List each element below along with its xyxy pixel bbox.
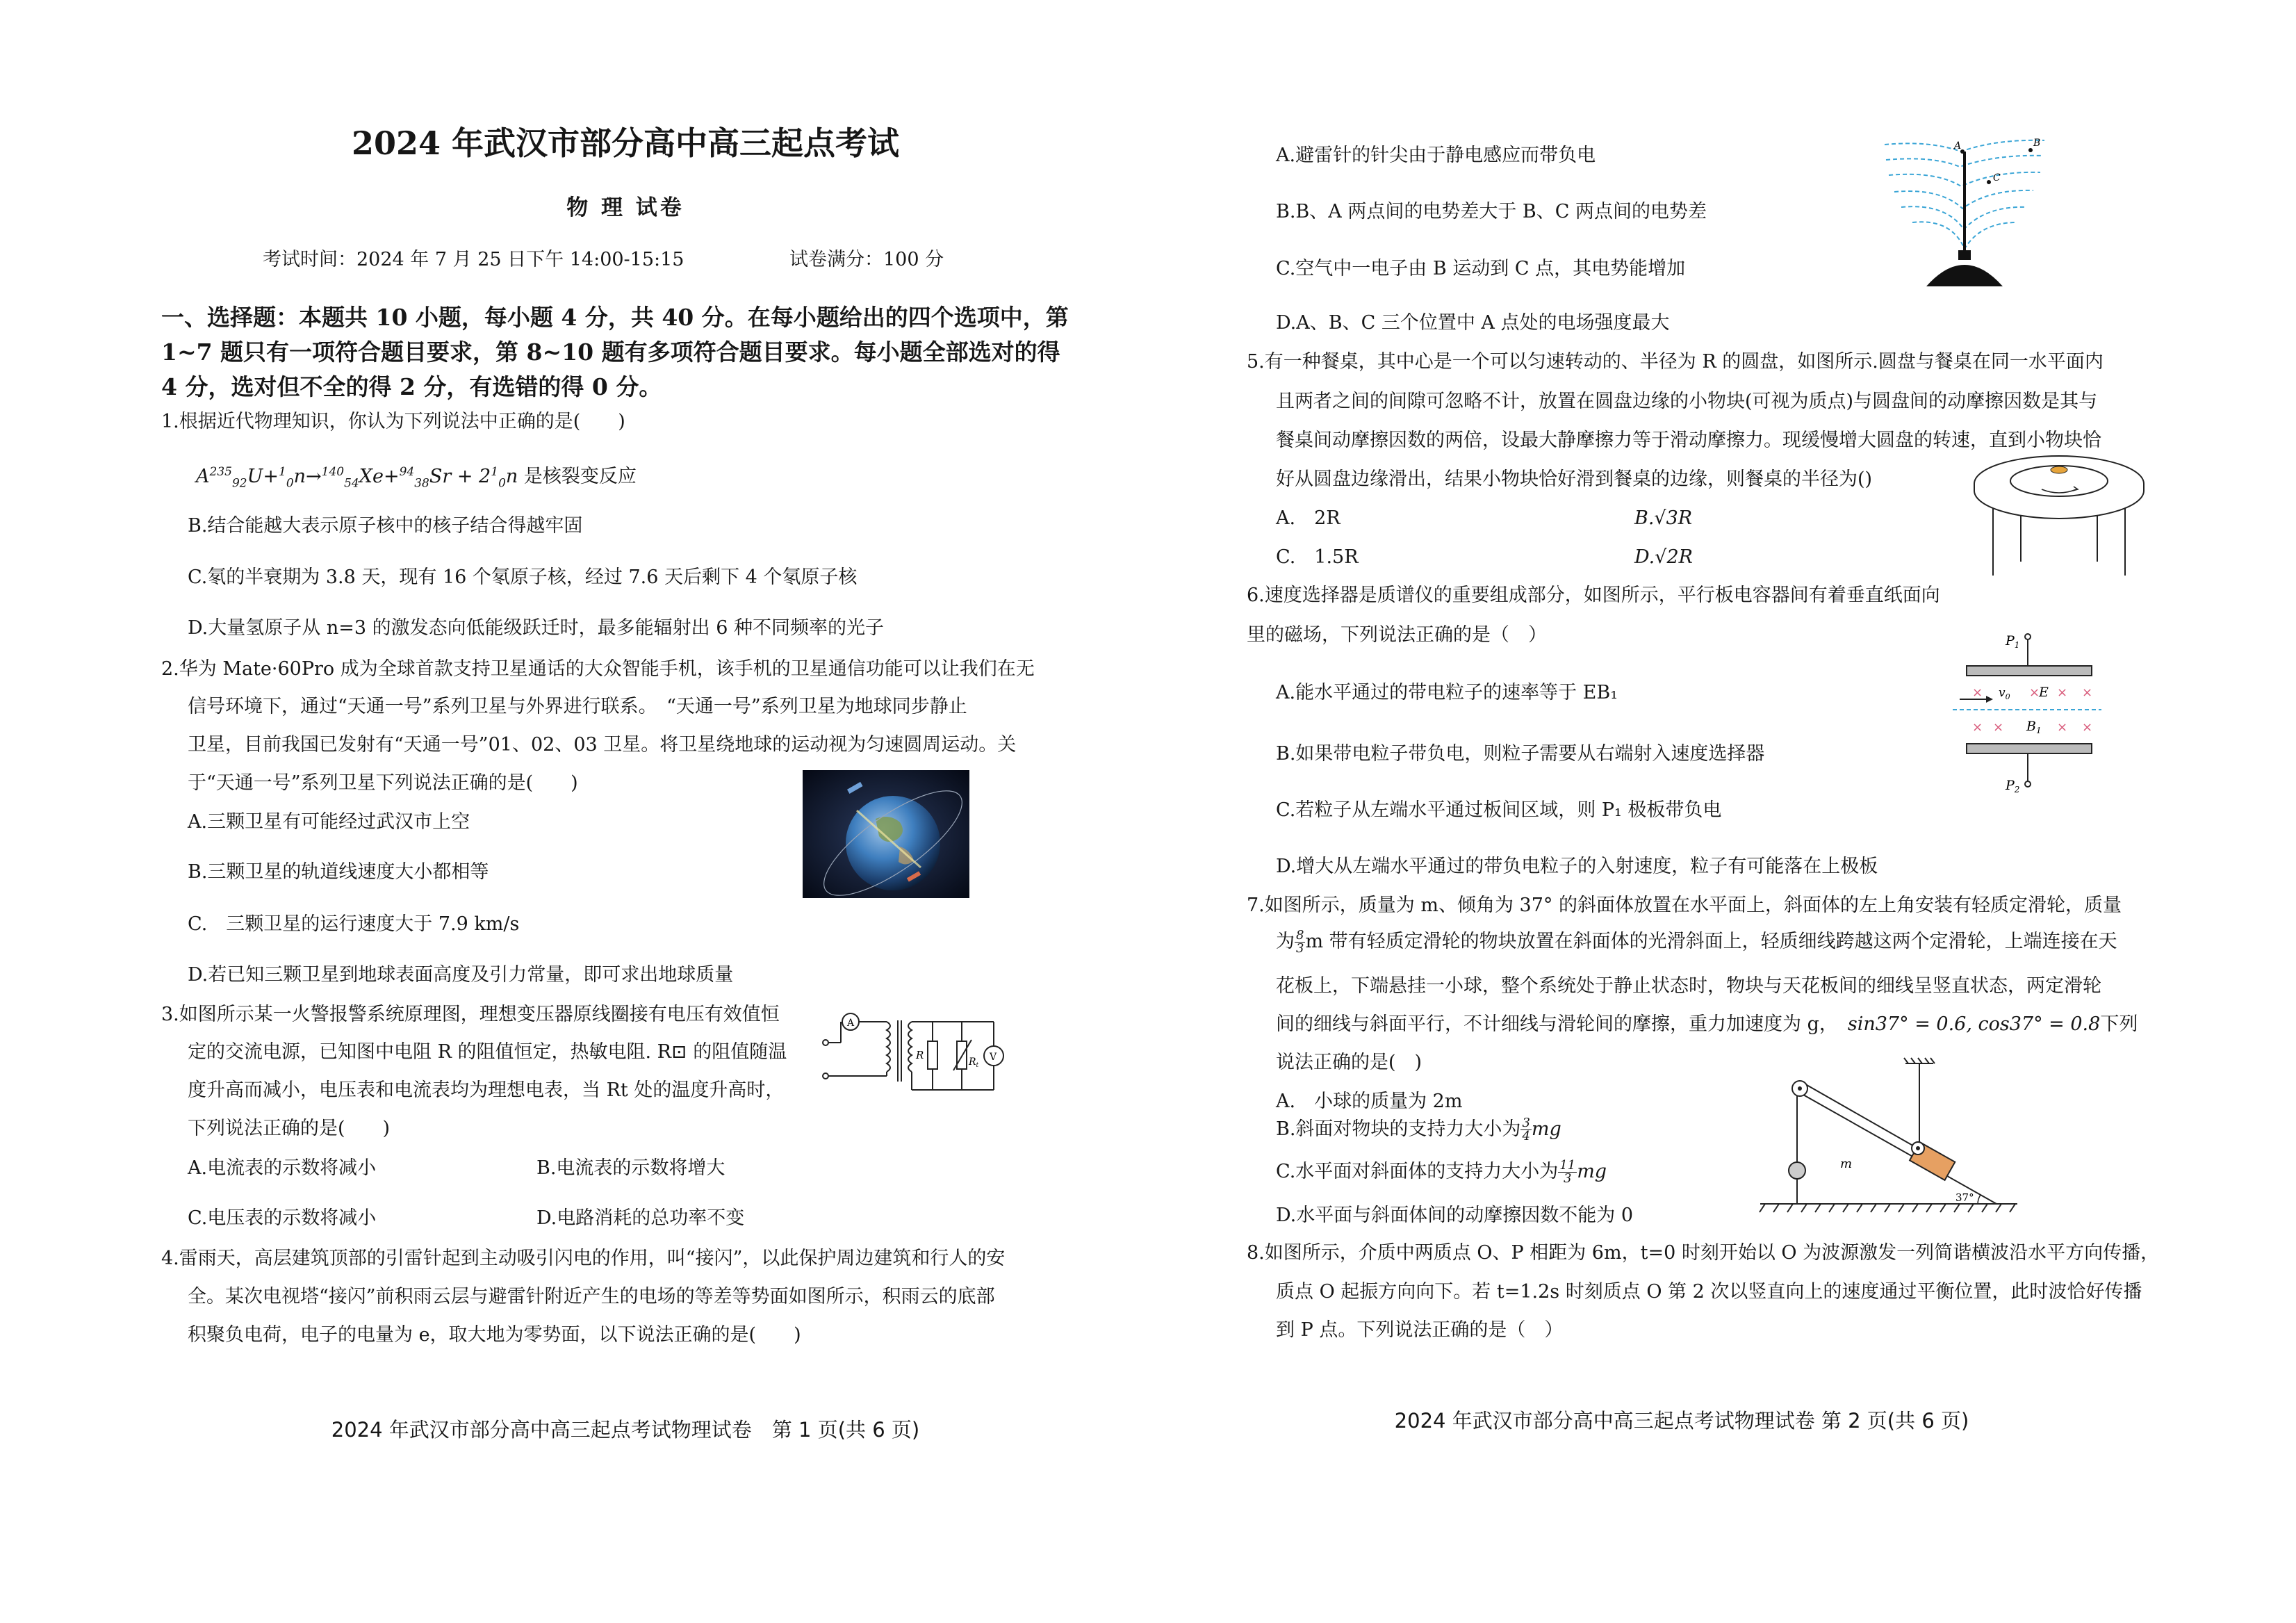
q7-line-2 [1276, 929, 2117, 955]
q7-line-2-pre: 为 [1276, 931, 1295, 952]
q5-line-1: 5.有一种餐桌，其中心是一个可以匀速转动的、半径为 R 的圆盘，如图所示.圆盘与餐桌在同一水平面内 [1247, 351, 2104, 373]
q4-line-1: 4.雷雨天，高层建筑顶部的引雷针起到主动吸引闪电的作用，叫“接闪”，以此保护周边建筑和行人的安 [161, 1248, 1006, 1269]
q7-option-c [1276, 1159, 1607, 1185]
point-a-label: A [1954, 140, 1962, 152]
incline-angle-label: 37° [1955, 1191, 1974, 1204]
q4-line-2: 全。某次电视塔“接闪”前积雨云层与避雷针附近产生的电场的等差等势面如图所示，积雨云的底部 [188, 1286, 995, 1307]
q7-option-c-text: C.水平面对斜面体的支持力大小为 [1276, 1161, 1559, 1182]
satellite-earth-figure [803, 770, 969, 898]
q1-option-a [196, 460, 637, 495]
lightning-rod-equipotential-figure [1885, 132, 2048, 288]
q3-option-c: C.电压表的示数将减小 [188, 1207, 377, 1229]
v0-label: $v_0$ [1999, 686, 2010, 701]
svg-text:×: × [2029, 685, 2040, 700]
q2-line-2: 信号环境下，通过“天通一号”系列卫星与外界进行联系。 “天通一号”系列卫星为地球同步静止 [188, 696, 967, 717]
q1-option-d: D.大量氢原子从 n=3 的激发态向低能级跃迁时，最多能辐射出 6 种不同频率的光子 [188, 617, 884, 639]
q4-option-a: A.避雷针的针尖由于静电感应而带负电 [1276, 145, 1596, 166]
q7-option-d: D.水平面与斜面体间的动摩擦因数不能为 0 [1276, 1205, 1634, 1226]
svg-text:×: × [2082, 720, 2093, 735]
svg-text:×: × [1972, 720, 1983, 735]
svg-text:×: × [2082, 685, 2093, 700]
q1-option-b: B.结合能越大表示原子核中的核子结合得越牢固 [188, 515, 583, 537]
q6-option-a: A.能水平通过的带电粒子的速率等于 EB₁ [1276, 682, 1618, 703]
q7-option-b-fraction: $\frac{3}{4}$ [1522, 1116, 1530, 1143]
q1-stem: 1.根据近代物理知识，你认为下列说法中正确的是( ) [161, 411, 625, 432]
q2-line-1: 2.华为 Mate·60Pro 成为全球首款支持卫星通话的大众智能手机，该手机的卫星通信功能可以让我们在无 [161, 658, 1035, 680]
q3-line-4: 下列说法正确的是( ) [188, 1118, 391, 1139]
q3-line-2: 定的交流电源，已知图中电阻 R 的阻值恒定，热敏电阻. R⊡ 的阻值随温 [188, 1041, 787, 1063]
q6-line-1: 6.速度选择器是质谱仪的重要组成部分，如图所示，平行板电容器间有着垂直纸面向 [1247, 585, 1940, 606]
q2-line-4: 于“天通一号”系列卫星下列说法正确的是( ) [188, 772, 578, 794]
voltmeter-label: V [990, 1052, 997, 1063]
svg-text:×: × [1993, 720, 2004, 735]
q7-option-a: A. 小球的质量为 2m [1276, 1091, 1463, 1112]
q6-line-2: 里的磁场，下列说法正确的是（ ） [1247, 624, 1547, 646]
q4-option-c: C.空气中一电子由 B 运动到 C 点，其电势能增加 [1276, 258, 1686, 279]
q5-option-b: B.√3R [1634, 507, 1693, 529]
page-2-footer: 2024 年武汉市部分高中高三起点考试物理试卷 第 2 页(共 6 页) [1394, 1409, 1969, 1433]
svg-text:×: × [1972, 685, 1983, 700]
q3-line-3: 度升高而减小，电压表和电流表均为理想电表，当 Rt 处的温度升高时， [188, 1079, 785, 1101]
thermistor-label: $R_t$ [969, 1057, 979, 1069]
section-one-instructions: 一、选择题：本题共 10 小题，每小题 4 分，共 40 分。在每小题给出的四个选项中，第 1~7 题只有一项符合题目要求，第 8~10 题有多项符合题目要求。每小题全部选对的得 4 分，选对但不全的得 2 分，有选错的得 0 分。 [161, 304, 1069, 400]
q7-line-4-end: 下列 [2100, 1013, 2138, 1035]
q7-trig-values: sin37° = 0.6, cos37° = 0.8 [1847, 1013, 2101, 1035]
q8-line-1: 8.如图所示，介质中两质点 O、P 相距为 6m，t=0 时刻开始以 O 为波源激发一列简谐横波沿水平方向传播， [1247, 1242, 2160, 1264]
q6-option-c: C.若粒子从左端水平通过板间区域，则 P₁ 极板带负电 [1276, 799, 1722, 821]
incline-pulley-figure [1757, 1058, 2021, 1225]
q4-line-3: 积聚负电荷，电子的电量为 e，取大地为零势面，以下说法正确的是( ) [188, 1324, 801, 1346]
q1-equation: $A^{235}_{92}U+^1_0n\to^{140}_{54}Xe+^{94}_{38}Sr + 2^1_0n$ [196, 465, 518, 491]
q7-option-c-fraction: $\frac{11}{3}$ [1559, 1158, 1576, 1186]
incline-mass-label: m [1840, 1157, 1853, 1171]
q7-option-c-unit: mg [1577, 1161, 1607, 1182]
q1-option-a-text: 是核裂变反应 [523, 466, 637, 487]
q2-option-d: D.若已知三颗卫星到地球表面高度及引力常量，即可求出地球质量 [188, 964, 734, 986]
q4-option-b: B.B、A 两点间的电势差大于 B、C 两点间的电势差 [1276, 201, 1707, 222]
rotating-table-figure [1972, 450, 2146, 579]
q5-line-2: 且两者之间的间隙可忽略不计，放置在圆盘边缘的小物块(可视为质点)与圆盘间的动摩擦因数是其与 [1276, 391, 2098, 412]
q2-option-a: A.三颗卫星有可能经过武汉市上空 [188, 811, 470, 833]
q8-line-2: 质点 O 起振方向向下。若 t=1.2s 时刻质点 O 第 2 次以竖直向上的速度通过平衡位置，此时波恰好传播 [1276, 1281, 2142, 1303]
q7-line-4 [1276, 1013, 2138, 1036]
svg-text:×: × [2057, 685, 2068, 700]
exam-time: 考试时间：2024 年 7 月 25 日下午 14:00-15:15 [263, 249, 684, 270]
q3-option-b: B.电流表的示数将增大 [536, 1157, 725, 1179]
q2-option-b: B.三颗卫星的轨道线速度大小都相等 [188, 861, 489, 883]
q7-line-3: 花板上，下端悬挂一小球，整个系统处于静止状态时，物块与天花板间的细线呈竖直状态，两定滑轮 [1276, 975, 2101, 997]
page-subtitle: 物 理 试卷 [566, 195, 684, 220]
field-e-label: E [2039, 685, 2049, 700]
q7-line-5: 说法正确的是( ) [1276, 1052, 1422, 1073]
q5-option-d: D.√2R [1634, 546, 1693, 568]
q7-line-4-text: 间的细线与斜面平行，不计细线与滑轮间的摩擦，重力加速度为 g， [1276, 1013, 1838, 1035]
q3-line-1: 3.如图所示某一火警报警系统原理图，理想变压器原线圈接有电压有效值恒 [161, 1004, 780, 1025]
q7-option-b-unit: mg [1531, 1118, 1561, 1140]
q7-line-1: 7.如图所示，质量为 m、倾角为 37° 的斜面体放置在水平面上，斜面体的左上角安装有轻质定滑轮，质量 [1247, 895, 2122, 916]
q3-option-d: D.电路消耗的总功率不变 [536, 1207, 745, 1229]
q2-option-c: C. 三颗卫星的运行速度大于 7.9 km/s [188, 913, 520, 935]
resistor-r-label: R [916, 1049, 924, 1061]
q8-line-3: 到 P 点。下列说法正确的是（ ） [1276, 1319, 1564, 1341]
full-score: 试卷满分：100 分 [789, 249, 944, 270]
q7-option-b [1276, 1117, 1561, 1143]
q6-option-b: B.如果带电粒子带负电，则粒子需要从右端射入速度选择器 [1276, 743, 1765, 765]
q2-line-3: 卫星，目前我国已发射有“天通一号”01、02、03 卫星。将卫星绕地球的运动视为匀速圆周运动。关 [188, 734, 1017, 756]
q5-line-4: 好从圆盘边缘滑出，结果小物块恰好滑到餐桌的边缘，则餐桌的半径为() [1276, 468, 1873, 490]
point-b-label: B [2033, 138, 2041, 149]
field-b1-label: $B_1$ [2026, 719, 2042, 735]
transformer-circuit-figure [820, 1006, 1011, 1104]
svg-text:×: × [2057, 720, 2068, 735]
q5-option-a: A. 2R [1276, 507, 1340, 529]
q4-option-d: D.A、B、C 三个位置中 A 点处的电场强度最大 [1276, 312, 1670, 334]
q7-mass-fraction: $\frac{8}{3}$ [1296, 928, 1304, 956]
ammeter-label: A [847, 1018, 855, 1029]
page-title: 2024 年武汉市部分高中高三起点考试 [351, 124, 900, 162]
velocity-selector-figure [1953, 630, 2102, 792]
q5-line-3: 餐桌间动摩擦因数的两倍，设最大静摩擦力等于滑动摩擦力。现缓慢增大圆盘的转速，直到小物块恰 [1276, 430, 2101, 451]
point-c-label: C [1993, 172, 2001, 183]
q1-option-c: C.氡的半衰期为 3.8 天，现有 16 个氡原子核，经过 7.6 天后剩下 4 个氡原子核 [188, 566, 858, 588]
q6-option-d: D.增大从左端水平通过的带负电粒子的入射速度，粒子有可能落在上极板 [1276, 856, 1878, 877]
plate-p2-label: $P_2$ [2006, 778, 2020, 794]
q3-option-a: A.电流表的示数将减小 [188, 1157, 377, 1179]
q5-option-c: C. 1.5R [1276, 546, 1359, 568]
q7-option-b-text: B.斜面对物块的支持力大小为 [1276, 1118, 1521, 1140]
q7-line-2-post: m 带有轻质定滑轮的物块放置在斜面体的光滑斜面上，轻质细线跨越这两个定滑轮，上端连接在天 [1305, 931, 2117, 952]
plate-p1-label: $P_1$ [2006, 633, 2020, 650]
page-1-footer: 2024 年武汉市部分高中高三起点考试物理试卷 第 1 页(共 6 页) [331, 1418, 920, 1442]
